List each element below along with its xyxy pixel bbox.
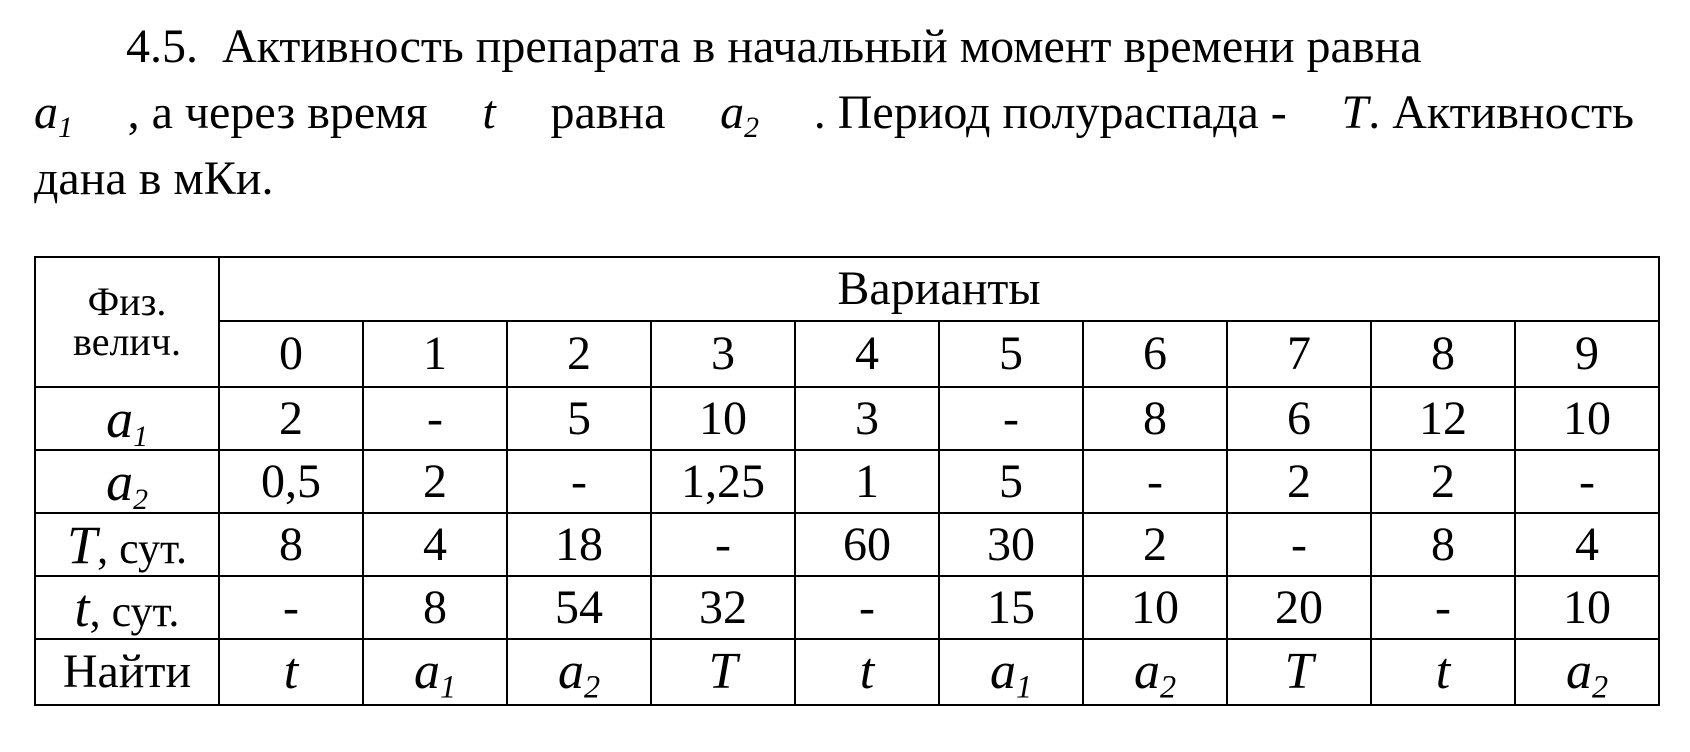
find-cell: t [219, 639, 363, 705]
symbol-a1: $a_1$ [34, 86, 73, 144]
row-label: $a_2$ [35, 450, 219, 513]
table-cell: 5 [939, 450, 1083, 513]
variant-number-cell: 8 [1371, 321, 1515, 387]
table-cell: 3 [795, 387, 939, 450]
table-cell: 18 [507, 513, 651, 576]
find-label: Найти [35, 639, 219, 705]
variant-number-cell: 5 [939, 321, 1083, 387]
variant-number-cell: 1 [363, 321, 507, 387]
table-cell: 10 [1515, 387, 1659, 450]
variants-header: Варианты [219, 257, 1659, 321]
row-label: $a_1$ [35, 387, 219, 450]
table-row [35, 513, 1659, 576]
variant-number-cell: 0 [219, 321, 363, 387]
table-cell: - [1371, 576, 1515, 639]
variant-number-cell: 2 [507, 321, 651, 387]
table-cell: 0,5 [219, 450, 363, 513]
table-cell: 20 [1227, 576, 1371, 639]
find-cell: $a_2$ [1515, 639, 1659, 705]
table-cell: 10 [651, 387, 795, 450]
find-row [35, 639, 1659, 705]
table-cell: 30 [939, 513, 1083, 576]
table-cell: 1,25 [651, 450, 795, 513]
find-cell: t [1371, 639, 1515, 705]
variant-number-cell: 7 [1227, 321, 1371, 387]
table-cell: - [363, 387, 507, 450]
find-cell: $a_2$ [507, 639, 651, 705]
problem-line-3: дана в мКи. [34, 152, 274, 205]
variant-number-cell: 4 [795, 321, 939, 387]
table-cell: - [507, 450, 651, 513]
find-cell: $a_2$ [1083, 639, 1227, 705]
table-cell: - [651, 513, 795, 576]
table-row [35, 450, 1659, 513]
problem-line-2 [34, 80, 1634, 146]
table-cell: 12 [1371, 387, 1515, 450]
problem-number: 4.5. [126, 20, 198, 73]
table-cell: - [795, 576, 939, 639]
corner-label-line-1: Физ. [87, 279, 167, 324]
table-cell: 54 [507, 576, 651, 639]
table-row [35, 387, 1659, 450]
variants-table [34, 256, 1660, 706]
variant-number-cell: 9 [1515, 321, 1659, 387]
table-cell: - [1515, 450, 1659, 513]
table-cell: - [1083, 450, 1227, 513]
symbol-a2: $a_2$ [720, 86, 760, 144]
problem-text-2a: , а через время [127, 86, 428, 139]
find-cell: T [651, 639, 795, 705]
find-cell: T [1227, 639, 1371, 705]
table-cell: 2 [1371, 450, 1515, 513]
table-cell: 60 [795, 513, 939, 576]
table-cell: 8 [1083, 387, 1227, 450]
table-cell: 4 [363, 513, 507, 576]
table-cell: 10 [1515, 576, 1659, 639]
problem-statement [34, 14, 1634, 212]
table-cell: 2 [1083, 513, 1227, 576]
variant-number-cell: 3 [651, 321, 795, 387]
row-label: T, сут. [35, 513, 219, 576]
table-cell: 8 [1371, 513, 1515, 576]
table-cell: 2 [363, 450, 507, 513]
table-cell: 2 [1227, 450, 1371, 513]
table-cell: 8 [219, 513, 363, 576]
find-cell: t [795, 639, 939, 705]
symbol-T-phrase: T. Активность [1341, 86, 1634, 139]
table-cell: - [1227, 513, 1371, 576]
table-cell: - [219, 576, 363, 639]
problem-text-2b: равна [550, 86, 666, 139]
table-cell: 10 [1083, 576, 1227, 639]
find-cell: $a_1$ [939, 639, 1083, 705]
symbol-t: t [482, 86, 496, 139]
table-cell: 4 [1515, 513, 1659, 576]
problem-text-2c: . Период полураспада - [813, 86, 1287, 139]
table-cell: 1 [795, 450, 939, 513]
table-cell: 6 [1227, 387, 1371, 450]
table-cell: 2 [219, 387, 363, 450]
table-cell: 8 [363, 576, 507, 639]
table-row [35, 576, 1659, 639]
table-cell: - [939, 387, 1083, 450]
table-cell: 32 [651, 576, 795, 639]
variant-number-cell: 6 [1083, 321, 1227, 387]
find-cell: $a_1$ [363, 639, 507, 705]
table-cell: 5 [507, 387, 651, 450]
problem-line-1 [34, 14, 1634, 80]
problem-text-1: Активность препарата в начальный момент времени равна [222, 20, 1422, 73]
variant-number-row [35, 321, 1659, 387]
corner-label-line-2: велич. [73, 319, 181, 364]
corner-label-cell [35, 257, 219, 387]
row-label: t, сут. [35, 576, 219, 639]
table-cell: 15 [939, 576, 1083, 639]
